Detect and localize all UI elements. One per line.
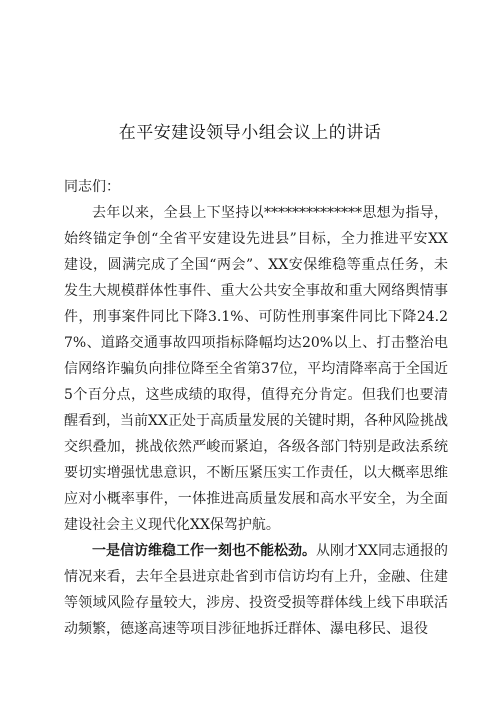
document-body — [64, 174, 448, 642]
paragraph-1: 去年以来，全县上下坚持以**************思想为指导，始终锚定争创“全省平安建设先进县”目标，全力推进平安XX建设，圆满完成了全国“两会”、XX安保维稳等重点任务，未发生大规模群体性事件、重大公共安全事故和重大网络舆情事件，刑事案件同比下降3.1%、可防性刑事案件同比下降24.27%、道路交通事故四项指标降幅均达20%以上、打击整治电信网络诈骗负向排位降至全省第37位，平均清降率高于全国近5个百分点，这些成绩的取得，值得充分肯定。但我们也要清醒看到，当前XX正处于高质量发展的关键时期，各种风险挑战交织叠加，挑战依然严峻而紧迫，各级各部门特别是政法系统要切实增强忧患意识，不断压紧压实工作责任，以大概率思维应对小概率事件，一体推进高质量发展和高水平安全，为全面建设社会主义现代化XX保驾护航。 — [64, 205, 448, 533]
paragraph-2-text: 从刚才XX同志通报的情况来看，去年全县进京赴省到市信访均有上升，金融、住建等领域风险存量较大，涉房、投资受损等群体线上线下串联活动频繁，德遂高速等项目涉征地拆迁群体、瀑电移民、退役 — [64, 543, 449, 637]
salutation: 同志们： — [64, 179, 120, 195]
paragraph-2-lead: 一是信访维稳工作一刻也不能松劲。 — [92, 543, 317, 559]
paragraph-2 — [64, 538, 448, 642]
document-title: 在平安建设领导小组会议上的讲话 — [118, 123, 382, 143]
